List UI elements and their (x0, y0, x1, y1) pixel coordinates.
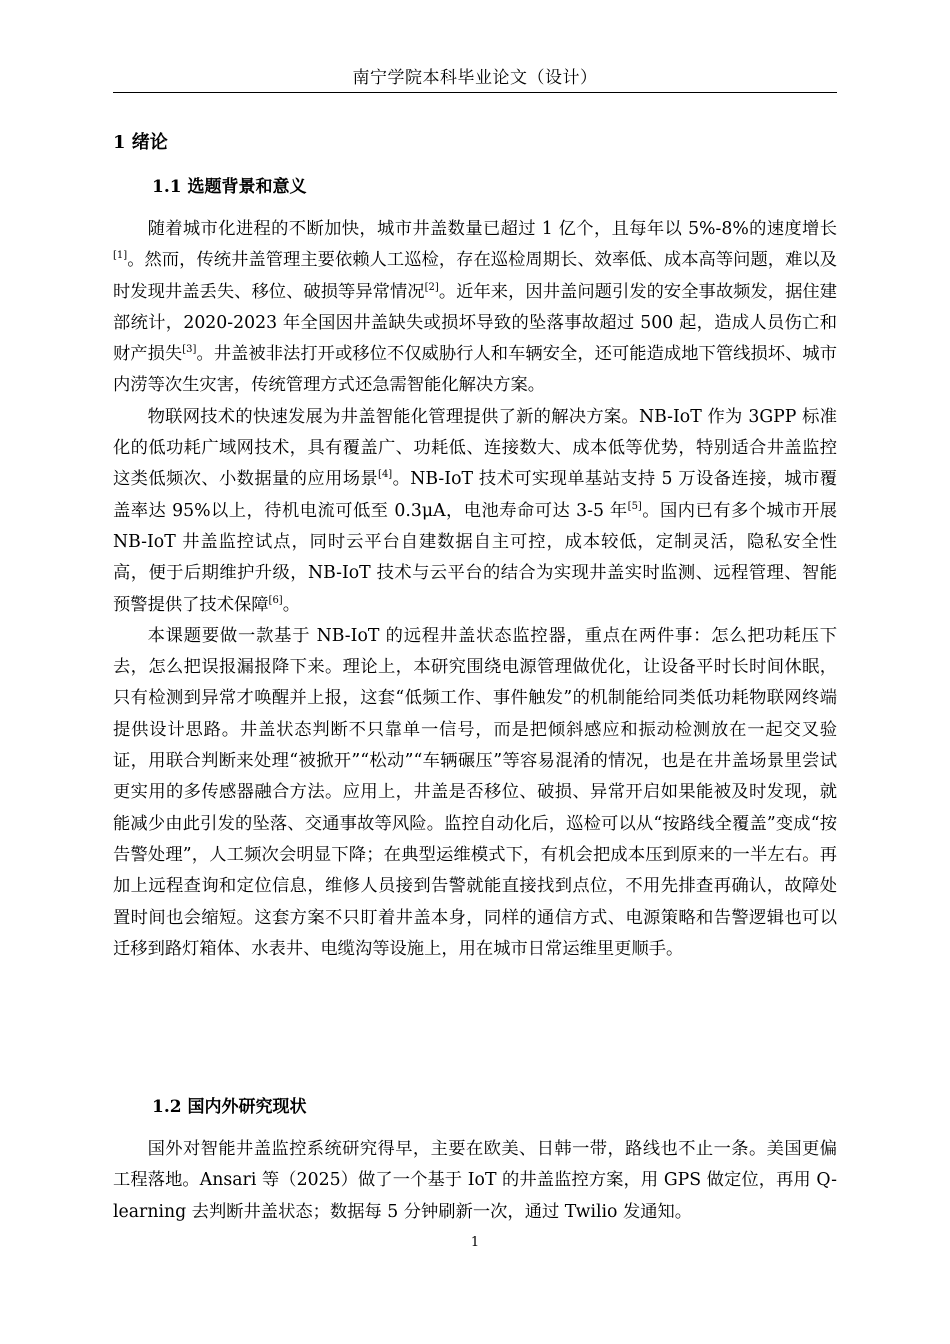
citation: [2] (424, 281, 439, 293)
paragraph-text: 。国内已有多个城市开展 NB-IoT 井盖监控试点，同时云平台自建数据自主可控，成本较低，定制灵活，隐私安全性高，便于后期维护升级，NB-IoT 技术与云平台的结合为实现井盖实时监测、远程管理、智能预警提供了技术保障 (113, 500, 837, 615)
paragraph-text: 。NB-IoT 技术可实现单基站支持 5 万设备连接，城市覆盖率达 95%以上，待机电流可低至 0.3μA，电池寿命可达 3-5 年 (113, 469, 837, 521)
paragraph-text: 。井盖被非法打开或移位不仅威胁行人和车辆安全，还可能造成地下管线损坏、城市内涝等次生灾害，传统管理方式还急需智能化解决方案。 (113, 344, 837, 396)
section-1-2-body (113, 1134, 837, 1228)
section-heading-1-2: 1.2 国内外研究现状 (152, 1097, 307, 1117)
paragraph-text: 。 (282, 594, 301, 615)
header-rule (113, 92, 837, 93)
paragraph: 国外对智能井盖监控系统研究得早，主要在欧美、日韩一带，路线也不止一条。美国更偏工程落地。Ansari 等（2025）做了一个基于 IoT 的井盖监控方案，用 GPS 做定位，再用 Q-learning 去判断井盖状态；数据每 5 分钟刷新一次，通过 Twilio 发通知。 (113, 1139, 837, 1222)
paragraph-text: 。然而，传统井盖管理主要依赖人工巡检，存在巡检周期长、效率低、成本高等问题，难以及时发现井盖丢失、移位、破损等异常情况 (113, 250, 837, 302)
citation: [3] (182, 344, 197, 356)
paragraph: 本课题要做一款基于 NB-IoT 的远程井盖状态监控器，重点在两件事：怎么把功耗压下去，怎么把误报漏报降下来。理论上，本研究围绕电源管理做优化，让设备平时长时间休眠，只有检测到异常才唤醒并上报，这套“低频工作、事件触发”的机制能给同类低功耗物联网终端提供设计思路。井盖状态判断不只靠单一信号，而是把倾斜感应和振动检测放在一起交叉验证，用联合判断来处理“被掀开”“松动”“车辆碾压”等容易混淆的情况，也是在井盖场景里尝试更实用的多传感器融合方法。应用上，井盖是否移位、破损、异常开启如果能被及时发现，就能减少由此引发的坠落、交通事故等风险。监控自动化后，巡检可以从“按路线全覆盖”变成“按告警处理”，人工频次会明显下降；在典型运维模式下，有机会把成本压到原来的一半左右。再加上远程查询和定位信息，维修人员接到告警就能直接找到点位，不用先排查再确认，故障处置时间也会缩短。这套方案不只盯着井盖本身，同样的通信方式、电源策略和告警逻辑也可以迁移到路灯箱体、水表井、电缆沟等设施上，用在城市日常运维里更顺手。 (113, 625, 837, 959)
citation: [5] (627, 500, 642, 512)
paragraph (113, 214, 837, 402)
chapter-heading: 1 绪论 (113, 132, 168, 153)
paragraph-text: 。近年来，因井盖问题引发的安全事故频发，据住建部统计，2020-2023 年全国因井盖缺失或损坏导致的坠落事故超过 500 起，造成人员伤亡和财产损失 (113, 281, 837, 365)
citation: [1] (113, 250, 128, 262)
running-header: 南宁学院本科毕业论文（设计） (352, 68, 598, 88)
paragraph-text: 物联网技术的快速发展为井盖智能化管理提供了新的解决方案。NB-IoT 作为 3GPP 标准化的低功耗广域网技术，具有覆盖广、功耗低、连接数大、成本低等优势，特别适合井盖监控这类低频次、小数据量的应用场景 (113, 406, 837, 490)
citation: [6] (268, 594, 283, 606)
page-number: 1 (470, 1235, 480, 1250)
section-heading-1-1: 1.1 选题背景和意义 (152, 177, 307, 197)
paragraph (113, 402, 837, 621)
paragraph-text: 随着城市化进程的不断加快，城市井盖数量已超过 1 亿个，且每年以 5%-8%的速度增长 (147, 219, 837, 239)
citation: [4] (378, 469, 393, 481)
section-1-1-body (113, 214, 837, 965)
